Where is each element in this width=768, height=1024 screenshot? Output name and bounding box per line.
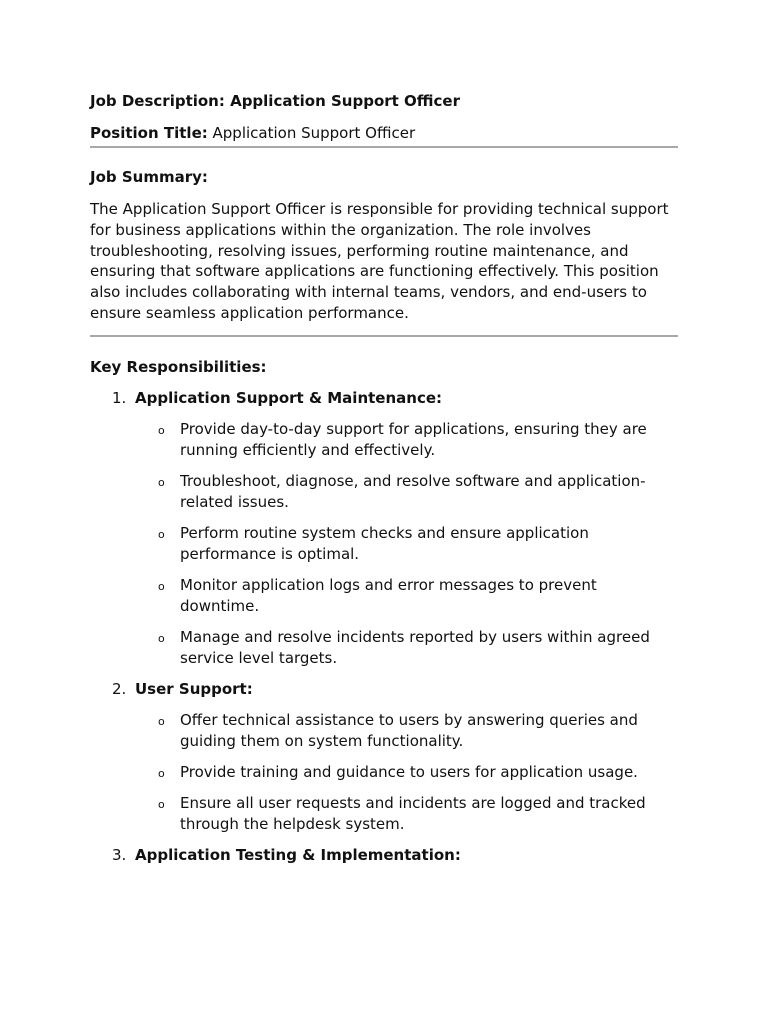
- position-title-line: [90, 123, 678, 144]
- responsibility-number: 1.: [112, 388, 127, 407]
- list-item-text: Perform routine system checks and ensure application performance is optimal.: [180, 523, 589, 563]
- list-item-text: Offer technical assistance to users by answering queries and guiding them on system functionality.: [180, 710, 638, 750]
- job-summary-heading: Job Summary:: [90, 168, 208, 186]
- circle-bullet-icon: o: [158, 766, 165, 780]
- list-item: [90, 627, 678, 669]
- position-title-value: Application Support Officer: [207, 124, 416, 142]
- responsibilities-list: [90, 388, 678, 866]
- list-item-text: Provide day-to-day support for applications, ensuring they are running efficiently and effectively.: [180, 419, 647, 459]
- responsibility-sublist: [90, 710, 678, 835]
- list-item: [90, 575, 678, 617]
- list-item: [90, 793, 678, 835]
- responsibility-sublist: [90, 419, 678, 669]
- list-item: [90, 710, 678, 752]
- responsibility-title: Application Support & Maintenance:: [135, 388, 443, 407]
- list-item-text: Provide training and guidance to users for application usage.: [180, 762, 638, 781]
- position-title-label: Position Title:: [90, 124, 208, 142]
- responsibility-item: [90, 388, 678, 669]
- responsibility-number: 2.: [112, 679, 127, 698]
- list-item: [90, 762, 678, 783]
- responsibility-title: User Support:: [135, 679, 253, 698]
- key-responsibilities-heading: Key Responsibilities:: [90, 357, 267, 376]
- circle-bullet-icon: o: [158, 714, 165, 728]
- job-summary-text: The Application Support Officer is responsible for providing technical support for business applications within the organization. The role involves troubleshooting, resolving issues, performing routine maintenance, and ensuring that software applications are functioning effectively. This position also includes collaborating with internal teams, vendors, and end-users to ensure seamless application performance.: [90, 200, 669, 322]
- document-page: [90, 91, 678, 866]
- document-title: Job Description: Application Support Officer: [90, 92, 460, 110]
- circle-bullet-icon: o: [158, 631, 165, 645]
- circle-bullet-icon: o: [158, 475, 165, 489]
- list-item: [90, 523, 678, 565]
- responsibility-number: 3.: [112, 845, 127, 864]
- divider: [90, 146, 678, 148]
- circle-bullet-icon: o: [158, 423, 165, 437]
- responsibility-title: Application Testing & Implementation:: [135, 845, 461, 864]
- list-item: [90, 419, 678, 461]
- circle-bullet-icon: o: [158, 527, 165, 541]
- list-item-text: Manage and resolve incidents reported by users within agreed service level targets.: [180, 627, 650, 667]
- list-item-text: Monitor application logs and error messages to prevent downtime.: [180, 575, 597, 615]
- list-item-text: Troubleshoot, diagnose, and resolve software and application-related issues.: [180, 471, 646, 511]
- circle-bullet-icon: o: [158, 797, 165, 811]
- circle-bullet-icon: o: [158, 579, 165, 593]
- list-item-text: Ensure all user requests and incidents are logged and tracked through the helpdesk system.: [180, 793, 646, 833]
- responsibility-item: [90, 679, 678, 835]
- divider: [90, 335, 678, 337]
- list-item: [90, 471, 678, 513]
- responsibility-item: [90, 845, 678, 866]
